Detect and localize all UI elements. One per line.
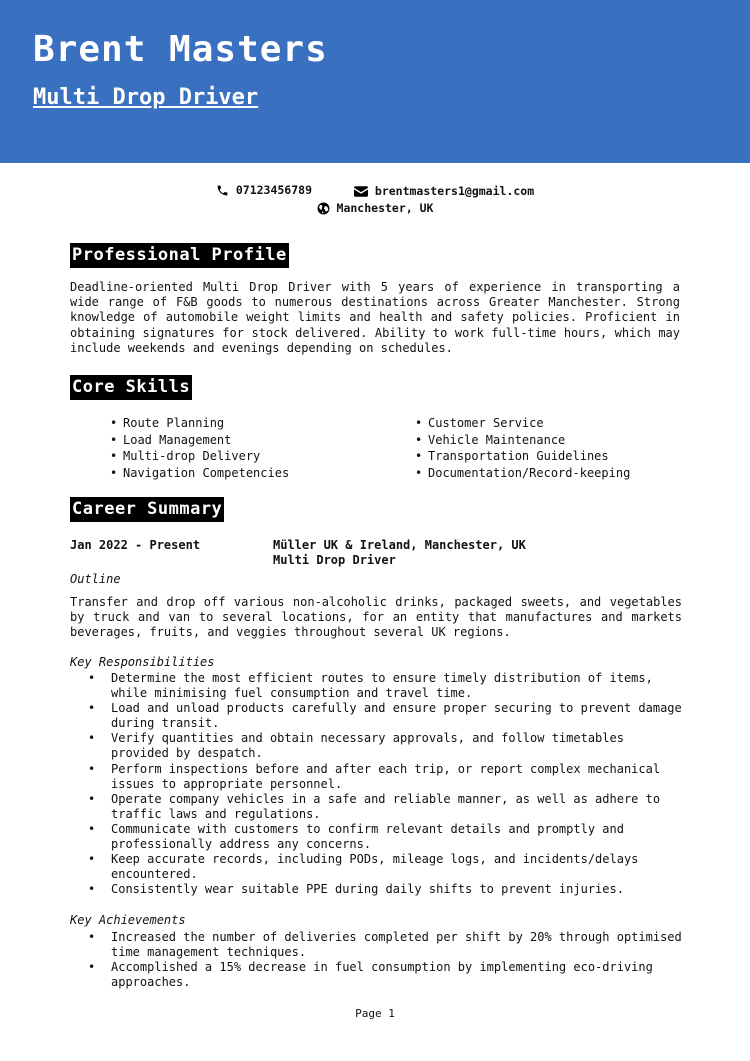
list-item: • Consistently wear suitable PPE during daily shifts to prevent injuries. xyxy=(70,882,682,897)
skill-item: • Transportation Guidelines xyxy=(415,448,630,465)
location-text: Manchester, UK xyxy=(336,201,434,215)
skill-item: • Vehicle Maintenance xyxy=(415,432,630,449)
email-address: brentmasters1@gmail.com xyxy=(374,184,535,198)
job-role: Multi Drop Driver xyxy=(273,553,396,567)
contact-phone[interactable] xyxy=(216,182,312,198)
skill-item: • Documentation/Record-keeping xyxy=(415,465,630,482)
list-item: • Accomplished a 15% decrease in fuel consumption by implementing eco-driving approaches. xyxy=(70,960,682,990)
profile-text: Deadline-oriented Multi Drop Driver with 5 years of experience in transporting a wide range of F&B goods to numerous destinations across Greater Manchester. Strong knowledge of automobile weight limits and health and safety policies. Proficient in obtaining signatures for stock delivered. Ability to work full-time hours, which may include weekends and evenings depending on schedules. xyxy=(70,280,680,355)
header-banner xyxy=(0,0,750,163)
responsibilities-list xyxy=(70,671,682,897)
section-heading-skills: Core Skills xyxy=(70,375,192,400)
list-item: • Keep accurate records, including PODs, mileage logs, and incidents/delays encountered. xyxy=(70,852,682,882)
skill-item: • Route Planning xyxy=(110,415,289,432)
outline-label: Outline xyxy=(70,572,121,586)
candidate-name: Brent Masters xyxy=(33,29,328,70)
skill-item: • Navigation Competencies xyxy=(110,465,289,482)
envelope-icon xyxy=(354,186,368,197)
skills-list-left xyxy=(110,415,289,481)
responsibilities-label: Key Responsibilities xyxy=(70,655,215,669)
job-title: Multi Drop Driver xyxy=(33,85,259,110)
skills-list-right xyxy=(415,415,630,481)
contact-location xyxy=(317,200,434,216)
contact-email[interactable] xyxy=(354,183,534,199)
list-item: • Load and unload products carefully and ensure proper securing to prevent damage during transit. xyxy=(70,701,682,731)
page-number: Page 1 xyxy=(355,1007,395,1020)
job-employer: Müller UK & Ireland, Manchester, UK xyxy=(273,538,526,552)
achievements-label: Key Achievements xyxy=(70,913,186,927)
phone-number: 07123456789 xyxy=(235,183,313,197)
section-heading-profile: Professional Profile xyxy=(70,243,289,268)
list-item: • Verify quantities and obtain necessary approvals, and follow timetables provided by despatch. xyxy=(70,731,682,761)
phone-icon xyxy=(216,184,229,197)
skill-item: • Customer Service xyxy=(415,415,630,432)
job-dates: Jan 2022 - Present xyxy=(70,538,201,552)
contact-row-secondary xyxy=(0,200,750,219)
list-item: • Perform inspections before and after each trip, or report complex mechanical issues to appropriate personnel. xyxy=(70,762,682,792)
list-item: • Operate company vehicles in a safe and reliable manner, as well as adhere to traffic laws and regulations. xyxy=(70,792,682,822)
contact-row-primary xyxy=(0,182,750,201)
skill-item: • Load Management xyxy=(110,432,289,449)
list-item: • Increased the number of deliveries completed per shift by 20% through optimised time management techniques. xyxy=(70,930,682,960)
section-heading-career: Career Summary xyxy=(70,497,224,522)
skill-item: • Multi-drop Delivery xyxy=(110,448,289,465)
achievements-list xyxy=(70,930,682,990)
job-outline: Transfer and drop off various non-alcoholic drinks, packaged sweets, and vegetables by truck and van to several locations, for an entity that manufactures and markets beverages, fruits, and veggies throughout several UK regions. xyxy=(70,595,682,640)
list-item: • Determine the most efficient routes to ensure timely distribution of items, while minimising fuel consumption and travel time. xyxy=(70,671,682,701)
globe-icon xyxy=(317,202,330,215)
list-item: • Communicate with customers to confirm relevant details and promptly and professionally address any concerns. xyxy=(70,822,682,852)
